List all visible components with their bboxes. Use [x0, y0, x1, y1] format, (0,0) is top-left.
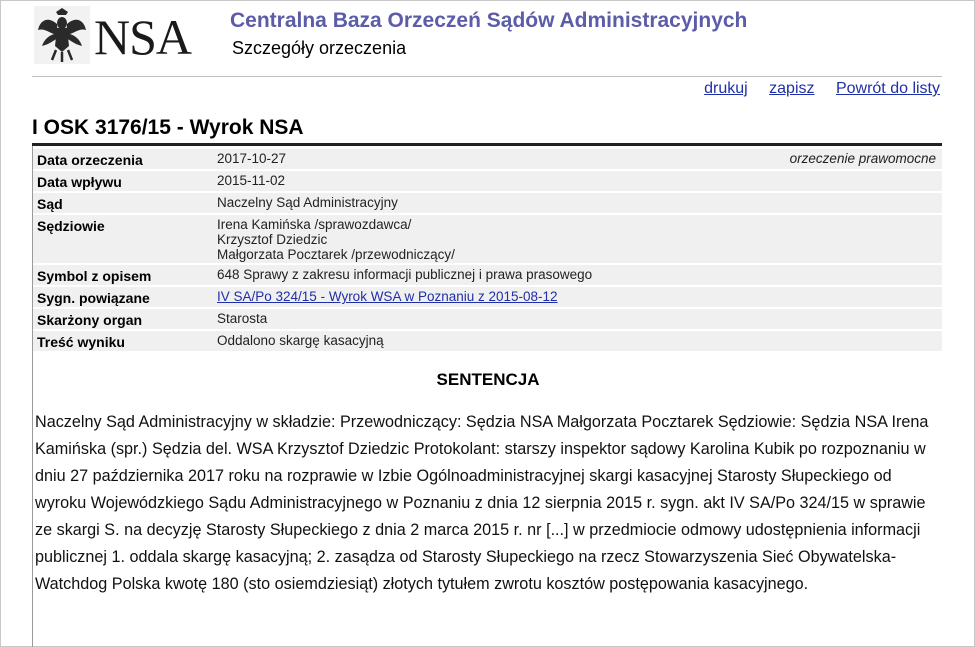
judge-2: Krzysztof Dziedzic	[217, 232, 328, 247]
related-case-link[interactable]: IV SA/Po 324/15 - Wyrok WSA w Poznaniu z 2015-08-12	[217, 289, 558, 304]
judge-1: Irena Kamińska /sprawozdawca/	[217, 217, 412, 232]
print-link[interactable]: drukuj	[704, 80, 748, 97]
judges-label: Sędziowie	[33, 215, 213, 263]
page-subtitle: Szczegóły orzeczenia	[232, 38, 407, 58]
date-label: Data orzeczenia	[33, 149, 213, 169]
site-title: Centralna Baza Orzeczeń Sądów Administracyjnych	[230, 9, 748, 32]
symbol-value: 648 Sprawy z zakresu informacji publicznej i prawa prasowego	[213, 265, 942, 285]
organ-value: Starosta	[213, 309, 942, 329]
court-label: Sąd	[33, 193, 213, 213]
table-row	[33, 193, 942, 213]
save-link[interactable]: zapisz	[769, 80, 815, 97]
table-row	[33, 287, 942, 307]
organ-label: Skarżony organ	[33, 309, 213, 329]
table-row	[33, 331, 942, 351]
result-label: Treść wyniku	[33, 331, 213, 351]
case-title: I OSK 3176/15 - Wyrok NSA	[32, 116, 304, 139]
header-divider	[32, 76, 942, 77]
back-to-list-link[interactable]: Powrót do listy	[835, 80, 940, 97]
received-label: Data wpływu	[33, 171, 213, 191]
date-value: 2017-10-27	[217, 151, 287, 166]
table-row	[33, 171, 942, 191]
title-divider	[32, 143, 942, 146]
table-row	[33, 149, 942, 169]
received-value: 2015-11-02	[213, 171, 942, 191]
finality-note: orzeczenie prawomocne	[789, 151, 936, 166]
action-links	[687, 80, 940, 98]
related-value-cell	[213, 287, 942, 307]
nsa-logo	[34, 6, 214, 66]
table-row	[33, 215, 942, 263]
court-value: Naczelny Sąd Administracyjny	[213, 193, 942, 213]
table-row	[33, 265, 942, 285]
judge-3: Małgorzata Pocztarek /przewodniczący/	[217, 247, 455, 262]
eagle-emblem-icon	[34, 6, 90, 64]
symbol-label: Symbol z opisem	[33, 265, 213, 285]
date-value-cell	[213, 149, 942, 169]
sentencja-heading: SENTENCJA	[436, 370, 540, 389]
metadata-table	[33, 147, 942, 353]
judges-value	[213, 215, 942, 263]
table-row	[33, 309, 942, 329]
logo-text: NSA	[94, 9, 192, 65]
related-label: Sygn. powiązane	[33, 287, 213, 307]
result-value: Oddalono skargę kasacyjną	[213, 331, 942, 351]
sentencja-text: Naczelny Sąd Administracyjny w składzie: Przewodniczący: Sędzia NSA Małgorzata Pocztarek Sędziowie: Sędzia NSA Irena Kamińska (spr.) Sędzia del. WSA Krzysztof Dziedzic Protokolant: starszy inspektor sądowy Karolina Kubik po rozpoznaniu w dniu 27 października 2017 roku na rozprawie w Izbie Ogólnoadministracyjnej skargi kasacyjnej Starosty Słupeckiego od wyroku Wojewódzkiego Sądu Administracyjnego w Poznaniu z dnia 12 sierpnia 2015 r. sygn. akt IV SA/Po 324/15 w sprawie ze skargi S. na decyzję Starosty Słupeckiego z dnia 2 marca 2015 r. nr [...] w przedmiocie odmowy udostępnienia informacji publicznej 1. oddala skargę kasacyjną; 2. zasądza od Starosty Słupeckiego na rzecz Stowarzyszenia Sieć Obywatelska-Watchdog Polska kwotę 180 (sto osiemdziesiąt) złotych tytułem zwrotu kosztów postępowania kasacyjnego.	[35, 413, 929, 593]
